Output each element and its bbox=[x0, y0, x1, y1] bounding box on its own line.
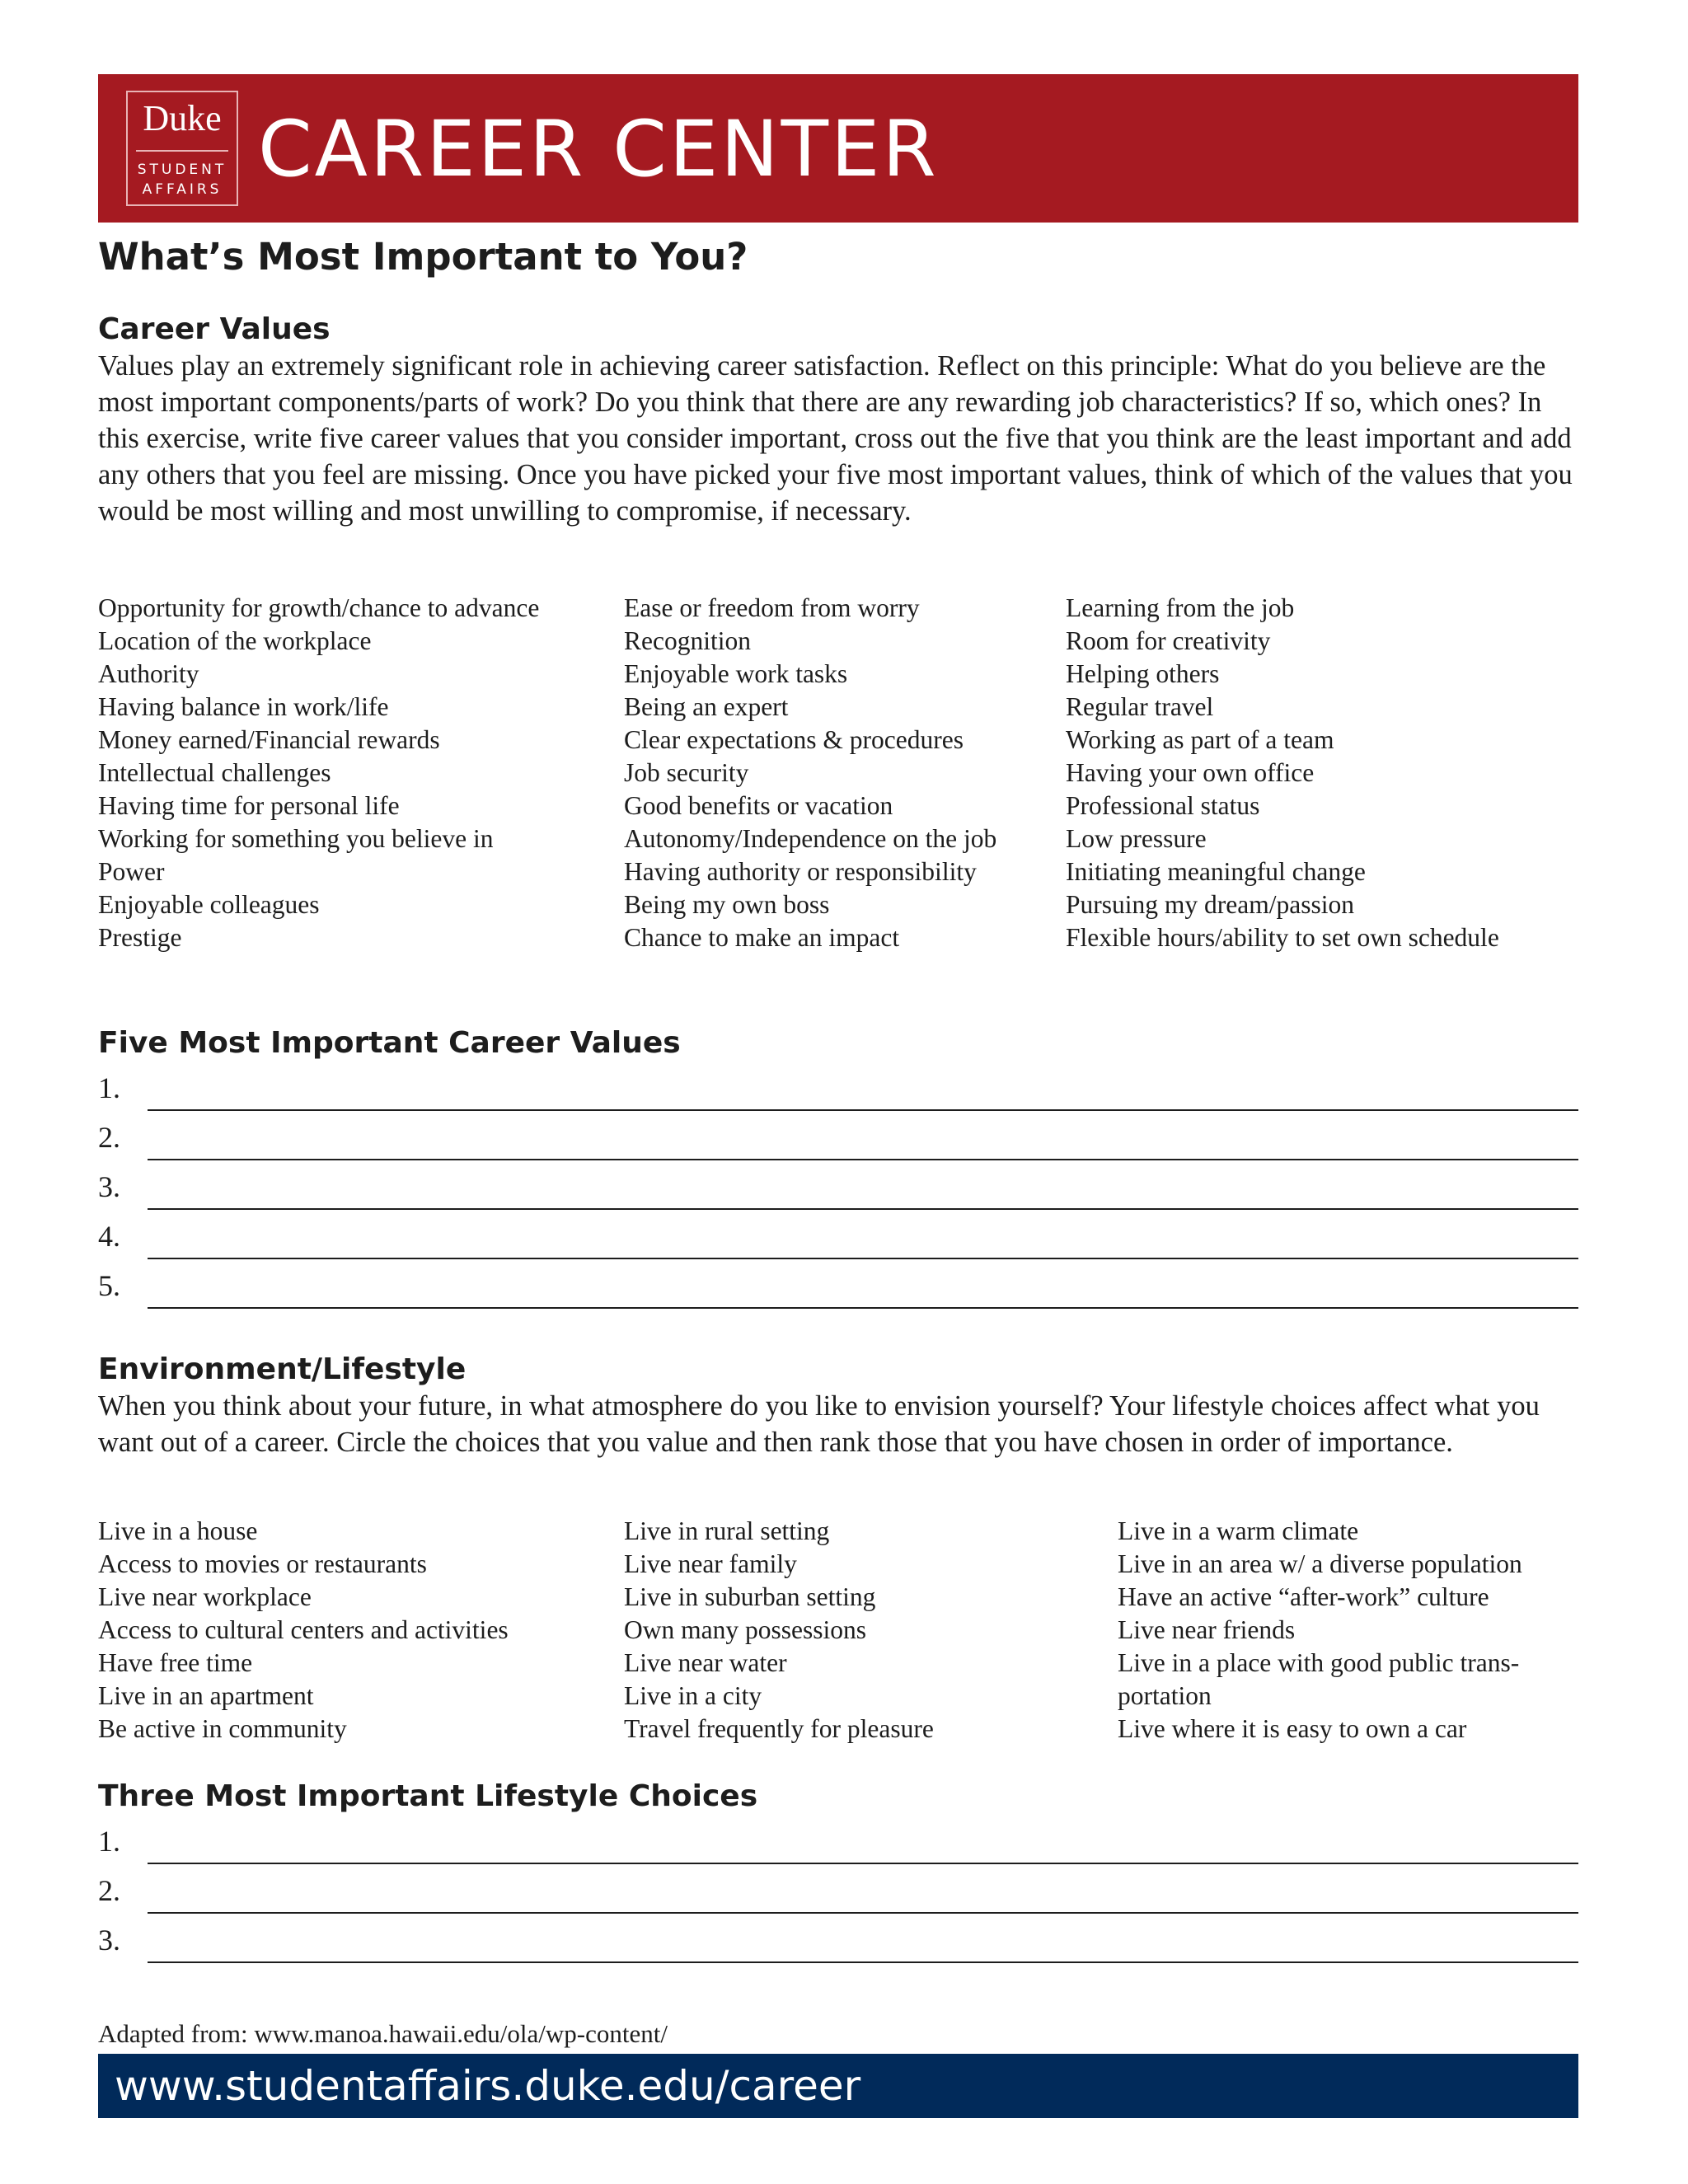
five-values-heading: Five Most Important Career Values bbox=[98, 1026, 681, 1060]
list-item: Live in an area w/ a diverse population bbox=[1118, 1549, 1522, 1578]
list-item: portation bbox=[1118, 1681, 1212, 1710]
list-item: Recognition bbox=[624, 626, 751, 655]
list-item: Being an expert bbox=[624, 692, 789, 721]
logo-line2: AFFAIRS bbox=[142, 181, 223, 198]
list-item: Working for something you believe in bbox=[98, 824, 494, 853]
list-item: Access to movies or restaurants bbox=[98, 1549, 427, 1578]
footer-bar bbox=[98, 2054, 1578, 2118]
list-item: Live where it is easy to own a car bbox=[1118, 1714, 1467, 1743]
list-item: Ease or freedom from worry bbox=[624, 593, 920, 622]
line-number: 4. bbox=[98, 1220, 120, 1253]
list-item: Live in an apartment bbox=[98, 1681, 314, 1710]
list-item: Helping others bbox=[1066, 659, 1220, 688]
three-choices-heading: Three Most Important Lifestyle Choices bbox=[98, 1779, 758, 1813]
list-item: Live near friends bbox=[1118, 1615, 1296, 1644]
environment-column-1 bbox=[98, 1515, 509, 1746]
line-number: 3. bbox=[98, 1170, 120, 1203]
list-item: Being my own boss bbox=[624, 890, 830, 919]
career-values-column-2 bbox=[624, 592, 996, 954]
list-item: Live in a house bbox=[98, 1516, 258, 1545]
environment-column-2 bbox=[624, 1515, 934, 1746]
line-number: 2. bbox=[98, 1121, 120, 1154]
list-item: Have an active “after-work” culture bbox=[1118, 1582, 1489, 1611]
list-item: Location of the workplace bbox=[98, 626, 372, 655]
answer-line[interactable] bbox=[98, 1160, 1578, 1210]
answer-line[interactable] bbox=[98, 1259, 1578, 1309]
list-item: Prestige bbox=[98, 923, 182, 952]
list-item: Working as part of a team bbox=[1066, 725, 1334, 754]
list-item: Live near water bbox=[624, 1648, 787, 1677]
list-item: Flexible hours/ability to set own schedule bbox=[1066, 923, 1499, 952]
list-item: Live in rural setting bbox=[624, 1516, 830, 1545]
answer-line[interactable] bbox=[98, 1210, 1578, 1259]
list-item: Initiating meaningful change bbox=[1066, 857, 1366, 886]
career-values-column-1 bbox=[98, 592, 539, 954]
list-item: Good benefits or vacation bbox=[624, 791, 893, 820]
list-item: Own many possessions bbox=[624, 1615, 867, 1644]
list-item: Access to cultural centers and activities bbox=[98, 1615, 509, 1644]
list-item: Chance to make an impact bbox=[624, 923, 900, 952]
list-item: Having authority or responsibility bbox=[624, 857, 977, 886]
list-item: Travel frequently for pleasure bbox=[624, 1714, 934, 1743]
three-choices-lines bbox=[98, 1815, 1578, 1963]
write-line[interactable] bbox=[148, 1307, 1578, 1309]
line-number: 5. bbox=[98, 1269, 120, 1302]
answer-line[interactable] bbox=[98, 1062, 1578, 1111]
list-item: Learning from the job bbox=[1066, 593, 1295, 622]
source-credit: Adapted from: www.manoa.hawaii.edu/ola/wp-content/ bbox=[98, 2019, 668, 2048]
logo-divider bbox=[136, 150, 228, 152]
list-item: Job security bbox=[624, 758, 749, 787]
list-item: Professional status bbox=[1066, 791, 1260, 820]
list-item: Regular travel bbox=[1066, 692, 1214, 721]
list-item: Low pressure bbox=[1066, 824, 1207, 853]
line-number: 1. bbox=[98, 1825, 120, 1858]
list-item: Live in a warm climate bbox=[1118, 1516, 1359, 1545]
list-item: Be active in community bbox=[98, 1714, 347, 1743]
list-item: Live in suburban setting bbox=[624, 1582, 876, 1611]
career-values-intro: Values play an extremely significant role in achieving career satisfaction. Reflect on this principle: What do you believe are the most important components/parts of work? Do you think that there are any rewarding job characteristics? If so, which ones? In this exercise, write five career values that you consider important, cross out the five that you think are the least important and add any others that you feel are missing. Once you have picked your five most important values, think of which of the values that you would be most willing and most unwilling to compromise, if necessary. bbox=[98, 350, 1573, 527]
list-item: Live in a city bbox=[624, 1681, 762, 1710]
line-number: 3. bbox=[98, 1924, 120, 1957]
list-item: Opportunity for growth/chance to advance bbox=[98, 593, 540, 622]
list-item: Autonomy/Independence on the job bbox=[624, 824, 997, 853]
list-item: Enjoyable colleagues bbox=[98, 890, 320, 919]
list-item: Have free time bbox=[98, 1648, 253, 1677]
answer-line[interactable] bbox=[98, 1864, 1578, 1914]
list-item: Having balance in work/life bbox=[98, 692, 389, 721]
banner-title: CAREER CENTER bbox=[258, 105, 939, 194]
environment-intro: When you think about your future, in what atmosphere do you like to envision yourself? Your lifestyle choices affect what you want out of a career. Circle the choices that you value and then rank those that you have chosen in order of importance. bbox=[98, 1390, 1540, 1458]
list-item: Live in a place with good public trans- bbox=[1118, 1648, 1520, 1677]
header-banner bbox=[98, 74, 1578, 223]
list-item: Authority bbox=[98, 659, 199, 688]
career-values-column-3 bbox=[1066, 592, 1499, 954]
list-item: Clear expectations & procedures bbox=[624, 725, 964, 754]
list-item: Live near family bbox=[624, 1549, 797, 1578]
answer-line[interactable] bbox=[98, 1815, 1578, 1864]
logo-name: Duke bbox=[143, 98, 222, 138]
footer-url[interactable]: www.studentaffairs.duke.edu/career bbox=[115, 2062, 861, 2110]
environment-heading: Environment/Lifestyle bbox=[98, 1352, 467, 1386]
write-line[interactable] bbox=[148, 1961, 1578, 1963]
five-values-lines bbox=[98, 1062, 1578, 1309]
list-item: Pursuing my dream/passion bbox=[1066, 890, 1354, 919]
list-item: Power bbox=[98, 857, 165, 886]
environment-column-3 bbox=[1118, 1515, 1522, 1746]
page-title: What’s Most Important to You? bbox=[98, 235, 748, 279]
duke-logo bbox=[126, 91, 238, 206]
answer-line[interactable] bbox=[98, 1111, 1578, 1160]
answer-line[interactable] bbox=[98, 1914, 1578, 1963]
list-item: Intellectual challenges bbox=[98, 758, 331, 787]
list-item: Room for creativity bbox=[1066, 626, 1271, 655]
line-number: 2. bbox=[98, 1874, 120, 1907]
list-item: Money earned/Financial rewards bbox=[98, 725, 440, 754]
career-values-heading: Career Values bbox=[98, 312, 331, 346]
line-number: 1. bbox=[98, 1071, 120, 1104]
list-item: Enjoyable work tasks bbox=[624, 659, 848, 688]
list-item: Having your own office bbox=[1066, 758, 1315, 787]
list-item: Live near workplace bbox=[98, 1582, 312, 1611]
logo-line1: STUDENT bbox=[137, 162, 227, 178]
list-item: Having time for personal life bbox=[98, 791, 400, 820]
